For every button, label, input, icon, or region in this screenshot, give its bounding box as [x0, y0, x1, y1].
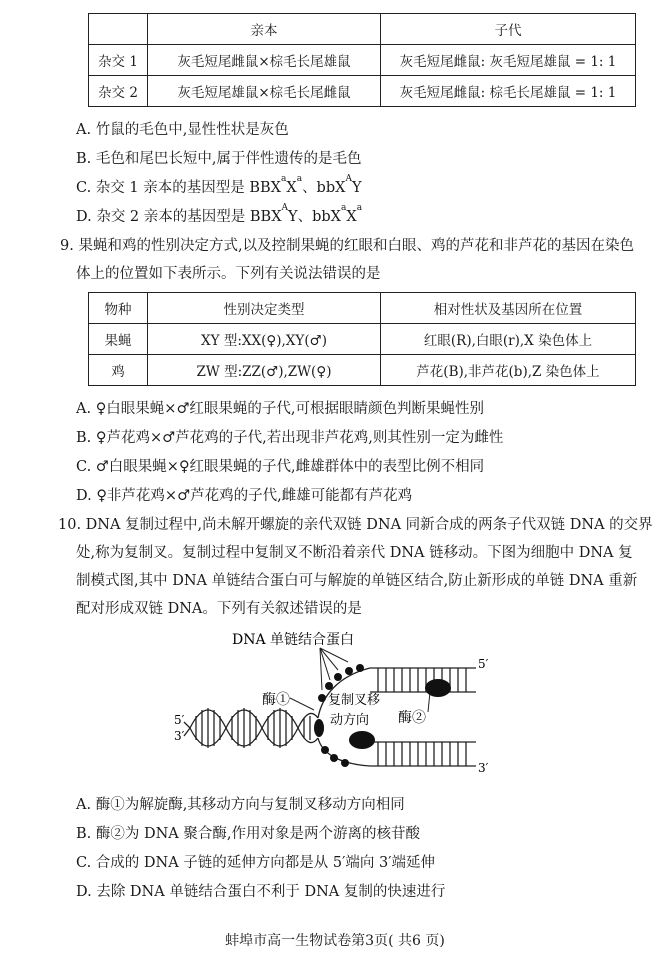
enzyme2-label: 酶②: [398, 710, 426, 726]
table-cell: 红眼(R),白眼(r),X 染色体上: [381, 324, 636, 355]
q10-option-c: C. 合成的 DNA 子链的延伸方向都是从 5′端向 3′端延伸: [76, 855, 436, 871]
fork-label: 动方向: [330, 713, 370, 728]
table-row: [89, 76, 636, 107]
cross-table: [88, 13, 636, 107]
q9-stem: 体上的位置如下表所示。下列有关说法错误的是: [76, 266, 381, 282]
q8-option-a: A. 竹鼠的毛色中,显性性状是灰色: [76, 122, 289, 138]
table-header-cell: 亲本: [148, 14, 381, 45]
table-cell: 果蝇: [89, 324, 148, 355]
table-header-row: [89, 293, 636, 324]
superscript: a: [280, 174, 287, 184]
q8-option-d-text: D. 杂交 2 亲本的基因型是 BBX: [76, 209, 282, 225]
table-cell: XY 型:XX(♀),XY(♂): [148, 324, 381, 355]
q9-option-b: B. ♀芦花鸡×♂芦花鸡的子代,若出现非芦花鸡,则其性别一定为雌性: [76, 430, 504, 446]
enzyme1-shape: [314, 719, 324, 737]
q10-stem: 处,称为复制叉。复制过程中复制叉不断沿着亲代 DNA 链移动。下图为细胞中 DNA 复: [76, 545, 633, 561]
table-cell: 杂交 2: [89, 76, 148, 107]
table-cell: 鸡: [89, 355, 148, 386]
q8-option-b: B. 毛色和尾巴长短中,属于伴性遗传的是毛色: [76, 151, 362, 167]
table-header-cell: [89, 14, 148, 45]
table-header-cell: 子代: [381, 14, 636, 45]
q8-option-c-text: X: [286, 180, 297, 196]
protein-label: DNA 单链结合蛋白: [232, 632, 355, 648]
table-row: [89, 324, 636, 355]
table-row: [89, 355, 636, 386]
q10-option-b: B. 酶②为 DNA 聚合酶,作用对象是两个游离的核苷酸: [76, 826, 420, 842]
three-prime-right: 3′: [478, 761, 489, 775]
table-cell: 杂交 1: [89, 45, 148, 76]
page-footer: 蚌埠市高一生物试卷第3页( 共6 页): [225, 933, 445, 949]
table-cell: ZW 型:ZZ(♂),ZW(♀): [148, 355, 381, 386]
table-row: [89, 45, 636, 76]
q8-option-d-text: Y、bbX: [288, 209, 341, 225]
five-prime-right: 5′: [478, 657, 489, 671]
daughter-dna-top: [370, 668, 476, 692]
table-cell: 灰毛短尾雌鼠×棕毛长尾雄鼠: [148, 45, 381, 76]
q10-option-d: D. 去除 DNA 单链结合蛋白不利于 DNA 复制的快速进行: [76, 884, 446, 900]
table-cell: 灰毛短尾雌鼠: 棕毛长尾雄鼠 = 1: 1: [381, 76, 636, 107]
table-header-cell: 相对性状及基因所在位置: [381, 293, 636, 324]
sex-determination-table: [88, 292, 636, 386]
table-cell: 灰毛短尾雄鼠×棕毛长尾雌鼠: [148, 76, 381, 107]
strand-end: [184, 728, 190, 736]
daughter-dna-bottom: [370, 742, 476, 766]
superscript: a: [296, 174, 303, 184]
table-header-cell: 物种: [89, 293, 148, 324]
enzyme2-top-shape: [425, 679, 451, 697]
q9-option-c: C. ♂白眼果蝇×♀红眼果蝇的子代,雌雄群体中的表型比例不相同: [76, 459, 485, 475]
enzyme1-label: 酶①: [262, 692, 290, 708]
table-cell: 芦花(B),非芦花(b),Z 染色体上: [381, 355, 636, 386]
superscript: a: [340, 203, 347, 213]
fork-label: 复制叉移: [328, 693, 381, 708]
three-prime-left: 3′: [174, 729, 185, 743]
q8-option-d-text: X: [346, 209, 357, 225]
q9-option-a: A. ♀白眼果蝇×♂红眼果蝇的子代,可根据眼睛颜色判断果蝇性别: [76, 401, 485, 417]
q8-option-c: [76, 176, 362, 197]
q8-option-c-text: 、bbX: [302, 180, 346, 196]
superscript: A: [281, 203, 289, 213]
q8-option-c-text: C. 杂交 1 亲本的基因型是 BBX: [76, 180, 281, 196]
parent-dna-helix: [190, 708, 318, 748]
q8-option-c-text: Y: [351, 180, 362, 196]
superscript: a: [356, 203, 363, 213]
q10-option-a: A. 酶①为解旋酶,其移动方向与复制叉移动方向相同: [76, 797, 405, 813]
five-prime-left: 5′: [174, 713, 185, 727]
q9-stem: 9. 果蝇和鸡的性别决定方式,以及控制果蝇的红眼和白眼、鸡的芦花和非芦花的基因在染色: [60, 238, 635, 254]
q9-option-d: D. ♀非芦花鸡×♂芦花鸡的子代,雌雄可能都有芦花鸡: [76, 488, 413, 504]
q10-stem: 10. DNA 复制过程中,尚未解开螺旋的亲代双链 DNA 同新合成的两条子代双链 DNA 的交界: [58, 517, 653, 533]
q10-stem: 制模式图,其中 DNA 单链结合蛋白可与解旋的单链区结合,防止新形成的单链 DNA 重新: [76, 573, 638, 589]
superscript: A: [345, 174, 352, 184]
table-header-row: [89, 14, 636, 45]
table-header-cell: 性别决定类型: [148, 293, 381, 324]
table-cell: 灰毛短尾雌鼠: 灰毛短尾雄鼠 = 1: 1: [381, 45, 636, 76]
q8-option-d: [76, 205, 362, 226]
enzyme2-bottom-shape: [349, 731, 375, 749]
q10-stem: 配对形成双链 DNA。下列有关叙述错误的是: [76, 601, 362, 617]
dna-replication-figure: [170, 626, 500, 776]
strand-end: [184, 722, 190, 728]
